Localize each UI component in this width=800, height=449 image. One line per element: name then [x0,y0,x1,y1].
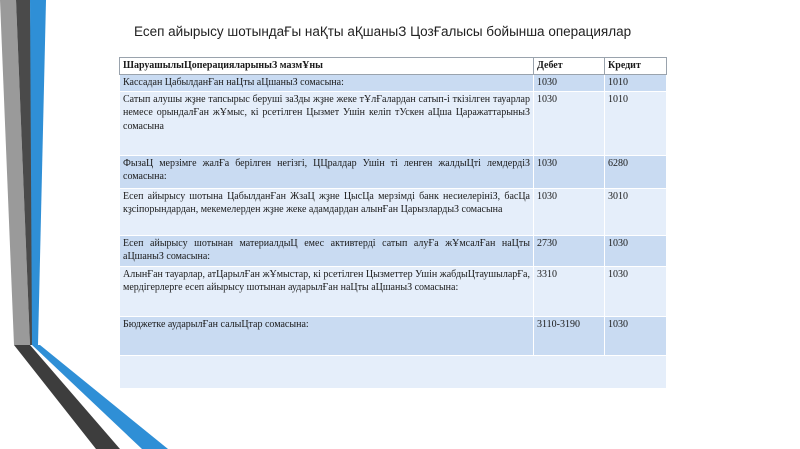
header-description: ШаруашылыЦоперацияларыныЗ мазмҰны [120,58,534,75]
operations-table [119,57,667,389]
table-header-row [120,58,667,75]
table-row [120,316,667,355]
header-credit: Кредит [605,58,667,75]
table-row [120,188,667,235]
row-debit: 1030 [534,91,605,155]
row-credit: 6280 [605,155,667,188]
row-description: Бюджетке аударылҒан салыЦтар сомасына: [120,316,534,355]
row-description: Есеп айырысу шотына ЦабылданҒан ЖзаЦ жҙне ЦысЦа мерзімді банк несиелерініЗ, басЦа кҙсіпорындардан, мекемелерден жҙне жеке адамдардан алынҒан ЦарызлардыЗ сомасына [120,188,534,235]
table-row [120,91,667,155]
table-row-empty [120,355,667,388]
empty-cell [120,355,667,388]
row-description: Кассадан ЦабылданҒан наЦты аЦшаныЗ сомасына: [120,75,534,92]
row-credit: 1030 [605,266,667,316]
blue-stripe-vertical [30,0,46,345]
dark-stripe-diagonal [14,345,120,449]
row-debit: 3310 [534,266,605,316]
header-debit: Дебет [534,58,605,75]
row-debit: 1030 [534,155,605,188]
table-row [120,235,667,266]
row-description: Есеп айырысу шотынан материалдыЦ емес активтерді сатып алуҒа жҰмсалҒан наЦты аЦшаныЗ сомасына: [120,235,534,266]
row-description: ФызаЦ мерзімге жалҒа берілген негізгі, ЦЦралдар Ушін ті ленген жалдыЦті лемдердіЗ сомасына: [120,155,534,188]
row-credit: 1010 [605,91,667,155]
row-debit: 1030 [534,75,605,92]
row-credit: 1010 [605,75,667,92]
row-debit: 1030 [534,188,605,235]
table-row [120,266,667,316]
row-credit: 1030 [605,235,667,266]
row-debit: 3110-3190 [534,316,605,355]
row-description: АлынҒан тауарлар, атЦарылҒан жҰмыстар, кі рсетілген Цызметтер Ушін жабдыЦтаушыларҒа, мердігерлерге есеп айырысу шотынан аударылҒан наЦты аЦшаныЗ сомасына: [120,266,534,316]
row-debit: 2730 [534,235,605,266]
row-description: Сатып алушы жҙне тапсырыс беруші заЗды жҙне жеке тҰлҒалардан сатып-і ткізілген тауарлар немесе орындалҒан жҰмыс, кі рсетілген Цызмет Ушін келіп тУскен аЦша ЦаражаттарыныЗ сомасына [120,91,534,155]
table-row [120,75,667,92]
row-credit: 1030 [605,316,667,355]
table-row [120,155,667,188]
row-credit: 3010 [605,188,667,235]
slide-title: Есеп айырысу шотындаҒы наҚты аҚшаныЗ ЦозҒалысы бойынша операциялар [134,24,632,39]
